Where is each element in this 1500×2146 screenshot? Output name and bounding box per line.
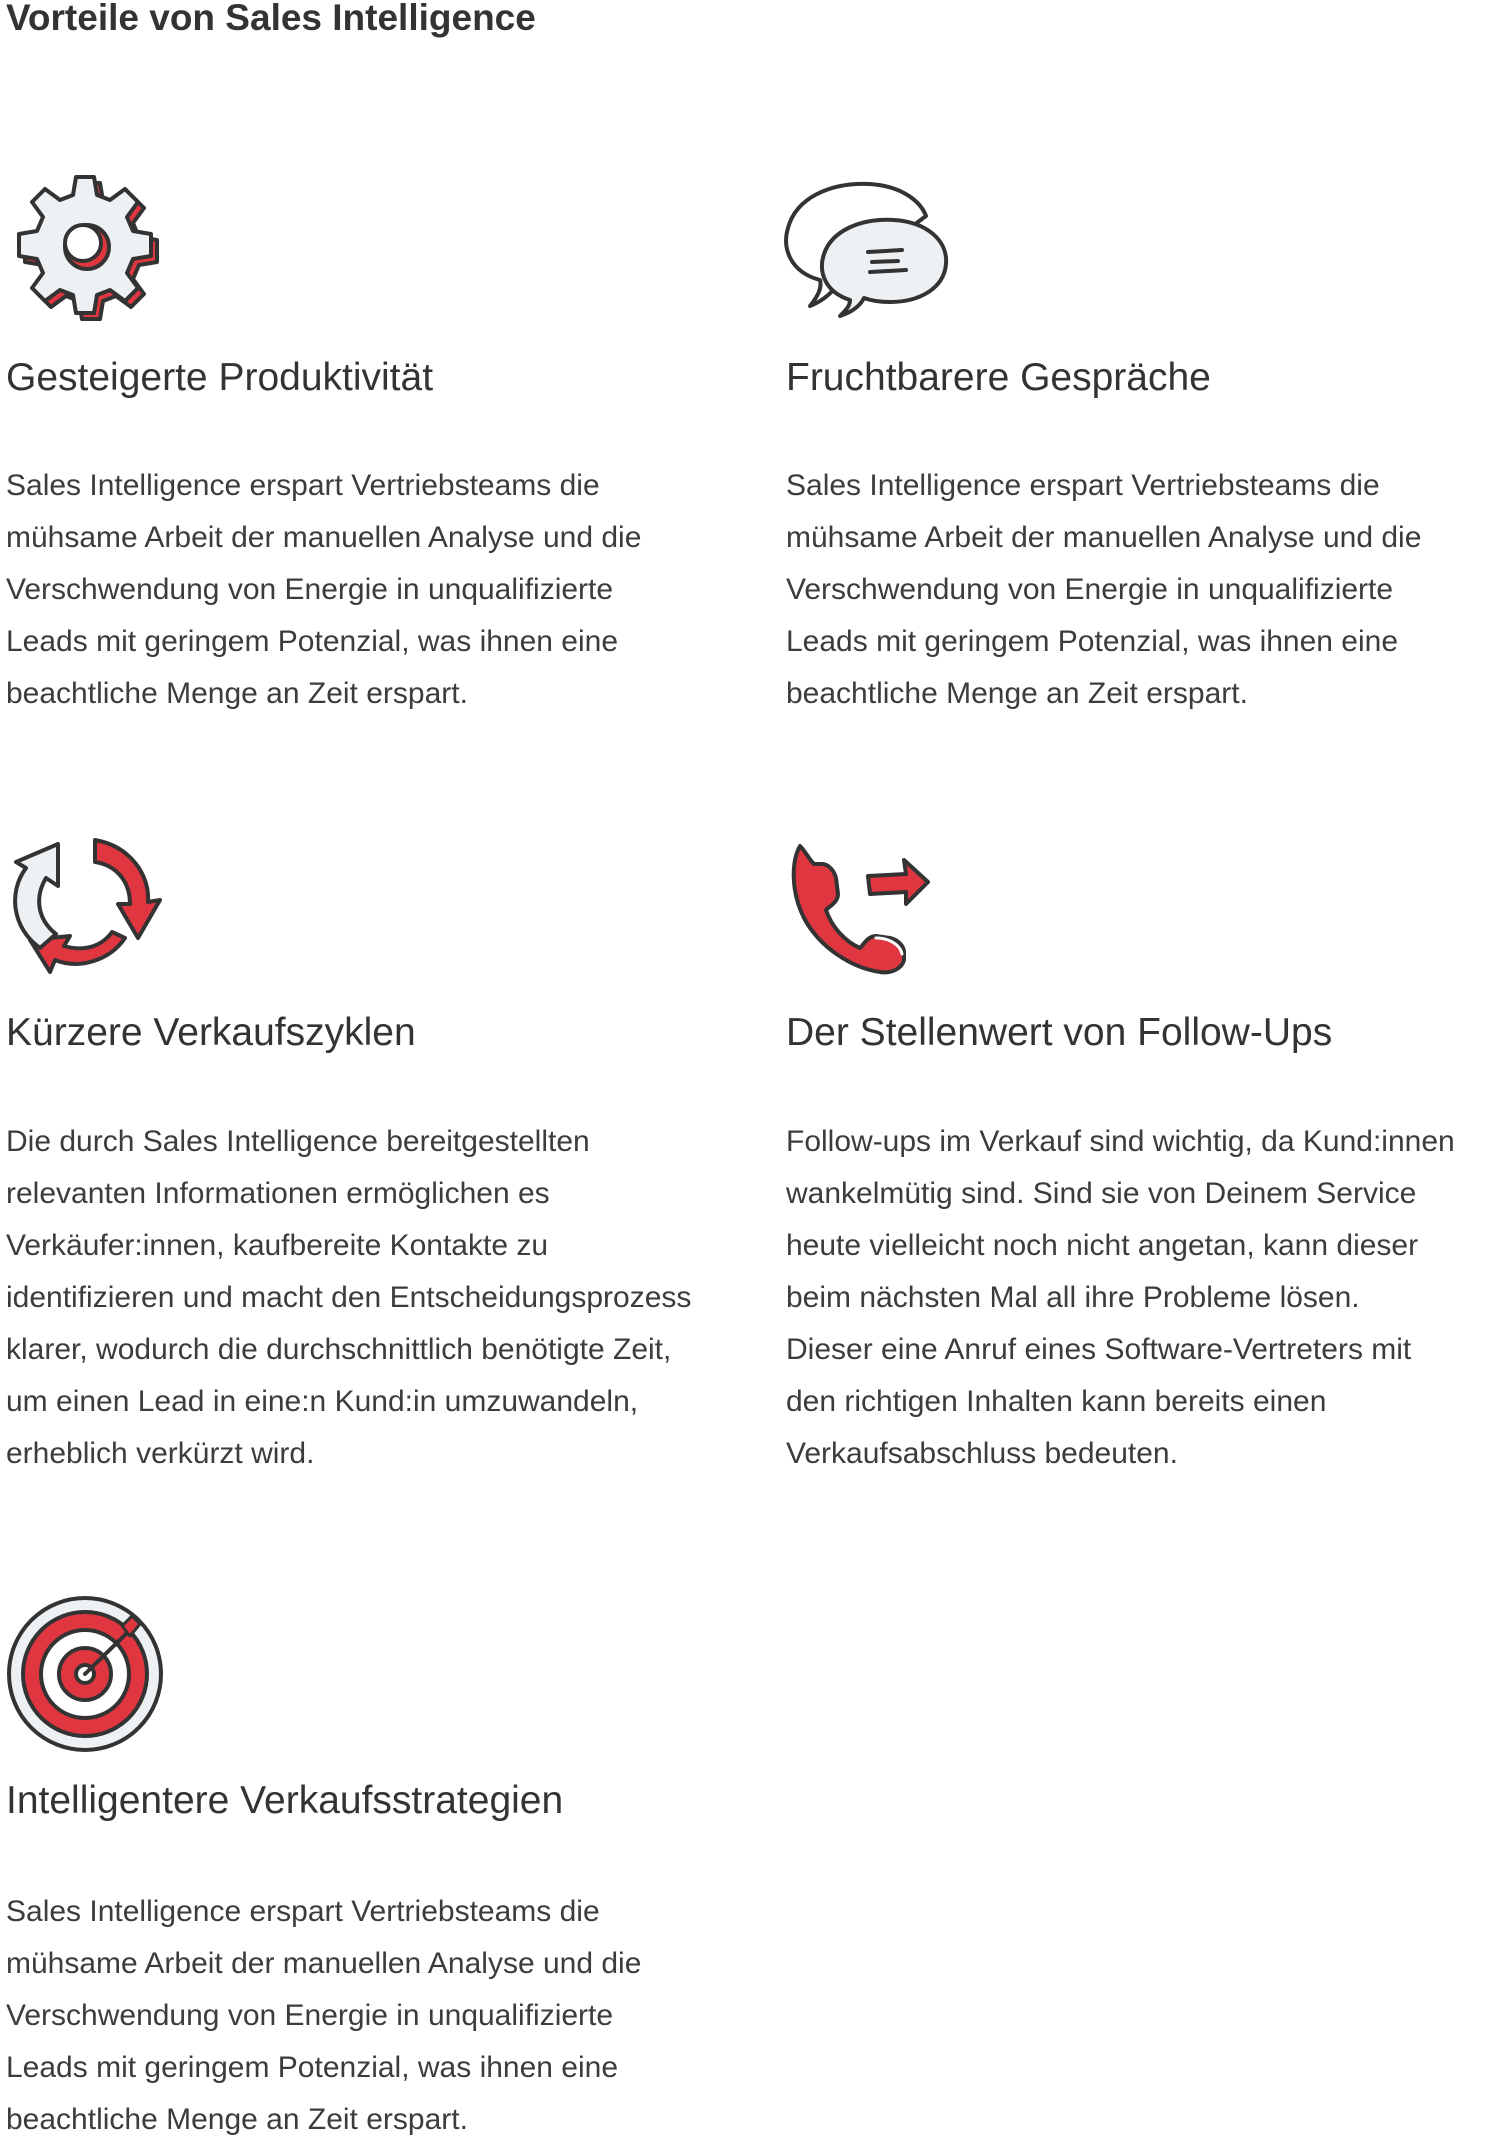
feature-title: Kürzere Verkaufszyklen	[6, 1011, 416, 1054]
feature-title: Fruchtbarere Gespräche	[786, 356, 1211, 399]
feature-title: Gesteigerte Produktivität	[6, 356, 434, 399]
feature-description: Sales Intelligence erspart Vertriebsteams die mühsame Arbeit der manuellen Analyse und die Verschwendung von Energie in unqualifizierte Leads mit geringem Potenzial, was ihnen eine beachtliche Menge an Zeit erspart.	[6, 1895, 642, 2136]
feature-description: Sales Intelligence erspart Vertriebsteams die mühsame Arbeit der manuellen Analyse und die Verschwendung von Energie in unqualifizierte Leads mit geringem Potenzial, was ihnen eine beachtliche Menge an Zeit erspart.	[6, 469, 642, 710]
feature-title: Intelligentere Verkaufsstrategien	[6, 1779, 564, 1822]
target-icon	[0, 1590, 170, 1755]
feature-description: Sales Intelligence erspart Vertriebsteams die mühsame Arbeit der manuellen Analyse und die Verschwendung von Energie in unqualifizierte Leads mit geringem Potenzial, was ihnen eine beachtliche Menge an Zeit erspart.	[786, 469, 1422, 710]
chat-bubbles-icon	[780, 160, 950, 325]
gear-icon	[0, 160, 170, 325]
feature-description: Die durch Sales Intelligence bereitgestellten relevanten Informationen ermöglichen es Verkäufer:innen, kaufbereite Kontakte zu identifizieren und macht den Entscheidungsprozess klarer, wodurch die durchschnittlich benötigte Zeit, um einen Lead in eine:n Kund:in umzuwandeln, erheblich verkürzt wird.	[6, 1125, 692, 1470]
phone-arrow-icon	[780, 820, 950, 985]
feature-description: Follow-ups im Verkauf sind wichtig, da Kund:innen wankelmütig sind. Sind sie von Deinem Service heute vielleicht noch nicht angetan, kann dieser beim nächsten Mal all ihre Probleme lösen. Dieser eine Anruf eines Software-Vertreters mit den richtigen Inhalten kann bereits einen Verkaufsabschluss bedeuten.	[786, 1125, 1455, 1470]
cycle-arrows-icon	[0, 820, 170, 985]
feature-title: Der Stellenwert von Follow-Ups	[786, 1011, 1333, 1054]
page-title: Vorteile von Sales Intelligence	[6, 0, 536, 38]
